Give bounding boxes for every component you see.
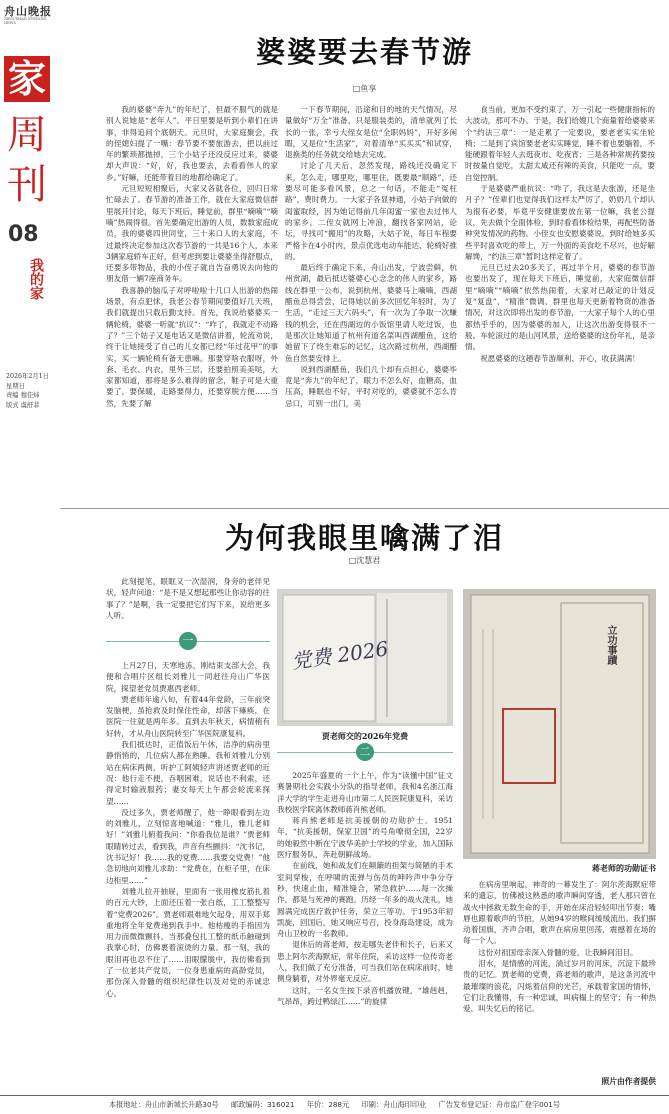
paragraph: 元旦已过去20多天了，再过半个月，婆婆的春节游也要出发了，现在每天下班后，睡觉前，大家庭微信群里“嘀嘀”“嘀嘀”依然热闹着，大家对已敲定的计划反复“复盘”，“精准”微调，群里也每天更新着物资的准备情况，对这次即将出发的春节游，一大家子每个人的心里都热乎乎的，因为婆婆的加入，让这次出游变得很不一般。车轮滚过的是山河风景，送给婆婆的这份年礼，是亲情。 [465, 263, 655, 352]
section-number: 一 [179, 632, 197, 650]
paragraph: 祝愿婆婆的这趟春节游顺利、开心，收获满满！ [480, 353, 640, 363]
page-number: 08 [8, 222, 39, 247]
certificate-heading: 立功事蹟 [605, 625, 616, 665]
paragraph: 上月27日，天寒地冻，刚结束支部大会，我便和合唱片区组长刘雅儿一同赶往舟山广华医院，探望老党员贾惠西老师。 [106, 661, 270, 693]
article1-byline: □鱼享 [352, 84, 377, 93]
paragraph: 于是婆婆严重抗议：“咋了，我这是去旅游，还是坐月子？”侄辈们也觉得我们这样太严厉了，奶奶几个却认为很有必要，毕竟平安健康要放在第一位嘛，我老公提议，先去做个全面体检，到时看看体检结果，再配些防备种突发情况的药物。小侄女也安慰婆婆说，到时给她多买些平时喜欢吃的带上，万一外面的美食吃不尽兴，也好解解馋，“约法三章”暂时这样定着了。 [465, 184, 655, 261]
paragraph: 刘雅儿拉开抽屉，里面有一张用橡皮筋扎着的百元大钞，上面还压着一张白纸，工工整整写着“党费2026”。贾老师艰难地欠起身，用双手郑重地将全年党费递到我手中。他枯瘦的手指因为用力而微微颤抖，当那叠包扎工整的纸币触碰到我掌心时，仿佛裹着滚烫的力量。那一刻，我的眼泪再也忍不住了……泪眼朦胧中，我仿佛看到了一位老共产党员，一位身患重病的高龄党员，那份深入骨髓的组织纪律性以及对党的赤诚忠心。 [106, 886, 270, 998]
paragraph: 我的婆婆“奔九”的年纪了，但最不服气的就是别人说她是“老年人”。平日里要是听到小辈们在讲事，非得追问个底朝天。元旦时，大家庭聚会，我的侄媳妇提了一嘴：春节要不要旅游去，把以前过年的繁琐都抛掉，三个小姑子还没反应过来，婆婆却大声说：“好，好，我也要去，去看看伟人的家乡。”好嘛，还能带着目的地都给确定了。 [106, 105, 278, 182]
sidebar [0, 0, 60, 1095]
masthead-sub: ZHOUSHAN EVENING NEWS [4, 17, 47, 25]
paragraph: 这份对祖国母亲深入骨髓的爱，让我瞬间泪目。 [478, 947, 638, 957]
footer-address: 本报地址：舟山市新城长升路30号 [108, 1100, 219, 1109]
paragraph: 此刻提笔，眼眶又一次湿润，身旁的老伴见状，轻声问道：“是不是又想起那些让你动容的往事了？”是啊，我一定要把它们写下来，说给更多人听。 [106, 577, 270, 620]
footer-price: 年价：288元 [306, 1100, 350, 1109]
footer-postcode: 邮政编码：316021 [231, 1100, 295, 1109]
paragraph: 最后终于确定下来，舟山出发，宁波尝鲜，杭州赏湖，最后抵达婆婆心心念念的伟人的家乡，路线在群里一公布，说到杭州，婆婆马上嘀嘀，西湖醋鱼总得尝尝，记得她以前多次回忆年轻时，为了生活，“走过三天六码头”，有一次为了争取一次赚钱的机会，还在西湖边的小饭馆里请人吃过饭，也是那次让她知道了杭州有道名菜叫西湖醋鱼，这给她留下了终生难忘的记忆，这次路过杭州，西湖醋鱼自然要安排上。 [285, 263, 457, 363]
paragraph: 没过多久，贾老师醒了，他一睁眼看到左边的刘雅儿，立刻惊喜地喊道：“雅儿，雅儿老师好！”刘雅儿俯着我问：“你看我位是谁？”贾老师眼睛转过去，看到我，声音有些颤抖：“沈书记，沈书记好！我……我的党费……我要交党费！”他急切地向刘雅儿求助：“党费在，在柜子里，在床边柜里……” [106, 807, 270, 885]
merit-certificate-image [463, 589, 656, 859]
article2-col3 [463, 879, 656, 1015]
footer-print: 印刷：舟山海印印业 [361, 1100, 427, 1109]
article1-col1 [106, 104, 278, 409]
section-char-weekly: 周刊 [7, 112, 47, 208]
paragraph: 退休后的蒋老师，按走哪失老伴和长子，后来又患上阿尔茨海默症，常年住院，采访这样一位传奇老人，我们做了充分准备，可当我们站在病床前时，她侧身躺着，对外界毫无反应。 [277, 940, 453, 984]
page-name: 我的家 [28, 258, 44, 300]
article1-title: 婆婆要去春节游 [255, 35, 473, 69]
section-char: 家 [4, 56, 50, 102]
party-dues-photo [277, 589, 453, 726]
paragraph: 这时，一名女生按下录音机播放键，“雄赳赳，气昂昂，跨过鸭绿江……”的旋律 [277, 985, 453, 1006]
article2-intro [106, 576, 270, 621]
footer-license: 广告发布登记证：舟市监广登字001号 [438, 1100, 561, 1109]
paragraph: 一下春节期间，沿途和目的地的天气情况，尽量做好“万全”准备，只是服装类的，清单就列了长长的一张，幸亏大侄女是位“全职妈妈”，开好多闲暇，又是位“生活家”，对着清单“买买买”和试穿，退换类的任务就交给她去完成。 [285, 105, 457, 160]
issue-design: 版式 虞舒菲 [6, 401, 40, 409]
article2-byline: □沈慧君 [348, 556, 381, 565]
article2-title: 为何我眼里噙满了泪 [224, 521, 504, 555]
paragraph: 贾老师年逾八旬，有着44年党龄，三年前突发脑梗，虽抢救及时保住性命，却落下瘫痪，在医院一住就是两年多。直到去年秋天，病情稍有好转，才从舟山医院转至广华医院康复科。 [106, 694, 270, 738]
page-footer [0, 1095, 669, 1114]
merit-certificate-photo [463, 589, 656, 859]
paragraph: 泪水，是情感的河流，淌过岁月的河床，沉淀下最珍贵的记忆。贾老师的党费，蒋老师的歌声，是这条河流中最璀璨的浪花，闪烁着信仰的光芒，承载着家国的情怀，它们让我懂得，有一种忠诚，叫病榻上的坚守；有一种热爱，叫失忆后的铭记。 [463, 959, 656, 1014]
paragraph: 说到西湖醋鱼，我们几个却有点担心，婆婆毕竟是“奔九”的年纪了，眼力不怎么好，血糖高，血压高，睡眠也不好，平时对吃的，婆婆就不怎么肯忌口，可别一出门，美 [285, 364, 457, 408]
paragraph: 我们抵达时，正值饭后午休，洁净的病房里静悄悄的，几位病人都在熟睡。我和刘雅儿分别站在病床两侧，听护工阿姨轻声讲述贾老师的近况：他行走不便，吞咽困难，说话也不利索，还得定时输液服药；妻女每天上午都会轮流来探望…… [106, 740, 270, 806]
issue-info [6, 372, 54, 410]
paragraph: 在前线，她和战友们在颠簸的担架与简陋的手术室间穿梭，在呼啸的流弹与伤员的呻吟声中争分夺秒，快速止血，精准缝合，紧急救护……每一次操作，都是与死神的赛跑。历经一年多的战火洗礼，她圆满完成医疗救护任务，荣立三等功。于1953年初凯旋，回国后，她又响应号召，投身海岛建设，成为舟山卫校的一名教师。 [277, 861, 453, 939]
article1-col2 [285, 104, 457, 409]
party-dues-handwriting: 党费 2026 [290, 636, 390, 674]
issue-editor: 责编 穆佳炜 [6, 392, 40, 399]
photo1-caption: 贾老师交的2026年党费 [321, 731, 409, 741]
paragraph: 2025年盛夏的一个上午，作为“读懂中国”征文赛暑期社会实践小分队的指导老师，我和4名浙江海洋大学的学生走进舟山市第二人民医院康复科，采访我校医学院离休教师蒋肖熊老师。 [277, 771, 453, 814]
article-divider [60, 508, 669, 509]
masthead-logo: 舟山晚报 [4, 5, 52, 18]
paragraph: 食当前，更加不受约束了，万一引起一些健康指标的大波动，那可不办。于是，我们给嫂几个商量着给婆婆来个“约法三章”：一是走累了一定要说，要老老实实坐轮椅；二是到了宾馆要老老实实睡觉，睡不着也要躺着，不能硬跟着年轻人去逛夜市、吃夜宵；三是各种常规药要按时按量自觉吃，太甜太咸还有辣的美食，只能吃一点，要自觉控制。 [465, 105, 655, 182]
section-number: 二 [356, 743, 374, 761]
paragraph: 讨论了几天后，忽然发现，路线还没确定下来，怎么走，哪里吃，哪里住，既要最“顺路”，还要尽可能多看风景，总之一句话，不能走“冤枉路”，费时费力。一大家子各显神通，小姑子向做的闺蜜取经，因为她记得前几年闺蜜一家也去过伟人的家乡，二侄女就网上冲浪，翻找各家网站，论坛，寻找可“搬用”的攻略，大姑子说，每日车程要严格卡在4小时内，景点优选电动车能达、轮椅好推的。 [285, 161, 457, 261]
issue-weekday: 星期日 [6, 382, 25, 390]
article1-col3 [465, 104, 655, 364]
paragraph: 我喜静的脑瓜子对呼啦啦十几口人出游的热闹场景，有点犯怵，我老公春节期间要值好几天班，我们就提出只载后勤支持。首先，我说给婆婆买一辆轮椅，婆婆一听就“抗议”：“咋了，我就走不动路了？”三个姑子又是电话又是微信讲着，轮流劝说，终于让她接受了自己的儿女都已经“年过花甲”的事实，买一辆轮椅有备无患嘛。那要穿啥衣服呀，外套、毛衣、内衣，里外三层，还要拍照美美哒，大家都知道，那将是多么难得的留念，鞋子可是大重要了，要保暖，走路要得力，还要穿脱方便……当然，先要了解 [106, 285, 278, 408]
photo2-caption: 蒋老师的功勋证书 [592, 863, 656, 873]
paragraph: 蒋肖熊老师是抗美援朝的功勋护士。1951年，“抗美援朝，保家卫国”的号角嘹彻全国，22岁的她毅然中断在宁波华美护士学校的学业，加入国际医疗服务队，奔赴朝鲜战场。 [277, 816, 453, 860]
article2-col2 [277, 770, 453, 1007]
photo-credit: 照片由作者提供 [601, 1077, 656, 1086]
paragraph: 在病房里响起，神奇的一幕发生了：阿尔茨海默症带来的遗忘，仿佛被这熟悉的歌声瞬间穿透，老人那只曾在战火中拯救无数生命的手，开始在床沿轻轻叩出节奏；嘴唇也跟着歌声的节拍，从她94岁的喉间缓缓流出。我们摒动着国旗，齐声合唱，歌声在病房里回荡，震撼着在场的每一个人。 [463, 880, 656, 946]
article2-col1 [106, 660, 270, 999]
issue-date: 2026年2月1日 [6, 373, 49, 380]
paragraph: 元旦短短相聚后，大家又各就各位，回归日常忙碌去了。春节游的准备工作，就在大家庭微信群里展开讨论，每天下班后，睡觉前，群里“嘀嘀”“嘀嘀”热闹得很。首先要确定出游的人员，数数家庭成员，我的婆婆四世同堂，三十来口人的大家庭，不过最终决定参加这次春节游的一共是16个人，本来3辆家庭轿车正好，但考虑到要让婆婆坐得舒服点，还要多带物品，我的小侄子就自告奋勇说去向他的朋友借一辆7座商务车。 [106, 184, 278, 284]
